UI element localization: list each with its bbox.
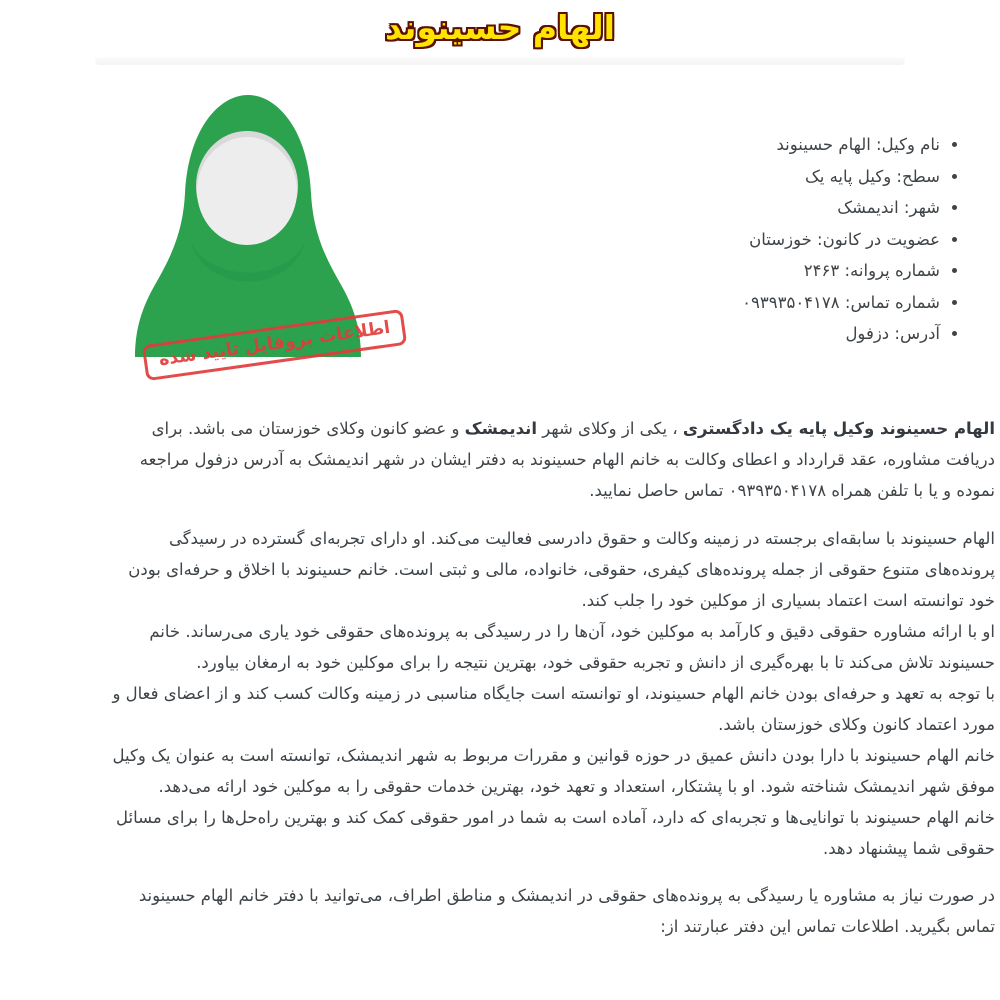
body-paragraph-3: با توجه به تعهد و حرفه‌ای بودن خانم الهام حسینوند، او توانسته است جایگاه مناسبی در زمینه وکالت کسب کند و از اعضای فعال و مورد اعتماد کانون وکلای خوزستان باشد.	[112, 684, 995, 734]
lead-mid-text: ، یکی از وکلای شهر	[537, 419, 683, 438]
detail-item-phone: • شماره تماس: ۰۹۳۹۳۵۰۴۱۷۸	[742, 287, 940, 319]
page-title: الهام حسینوند	[384, 8, 615, 47]
body-paragraph-4: خانم الهام حسینوند با دارا بودن دانش عمیق در حوزه قوانین و مقررات مربوط به شهر اندیمشک، توانسته است به عنوان یک وکیل موفق شهر اندیمشک شناخته شود. او با پشتکار، استعداد و تعهد خود، بهترین خدمات حقوقی را به موکلین خود ارائه می‌دهد.	[112, 746, 995, 796]
lawyer-details-list	[742, 129, 960, 350]
hijab-avatar-icon	[132, 83, 364, 357]
detail-item-bar-membership: • عضویت در کانون: خوزستان	[742, 224, 940, 256]
article-body	[100, 413, 995, 942]
lead-paragraph	[100, 413, 995, 506]
closing-paragraph: در صورت نیاز به مشاوره یا رسیدگی به پرونده‌های حقوقی در اندیمشک و مناطق اطراف، می‌توانید با دفتر خانم الهام حسینوند تماس بگیرید. اطلاعات تماس این دفتر عبارتند از:	[138, 886, 995, 936]
detail-item-level: • سطح: وکیل پایه یک	[742, 161, 940, 193]
profile-section	[0, 65, 1000, 413]
lead-bold-name: الهام حسینوند وکیل پایه یک دادگستری	[682, 419, 995, 438]
body-paragraph-2: او با ارائه مشاوره حقوقی دقیق و کارآمد به موکلین خود، آن‌ها را در رسیدگی به پرونده‌های حقوقی خود یاری می‌رساند. خانم حسینوند تلاش می‌کند تا با بهره‌گیری از دانش و تجربه حقوقی خود، بهترین نتیجه را برای موکلین خود به ارمغان بیاورد.	[149, 622, 995, 672]
detail-item-address: • آدرس: دزفول	[742, 318, 940, 350]
detail-item-name: • نام وکیل: الهام حسینوند	[742, 129, 940, 161]
lead-rest-text: و عضو کانون وکلای خوزستان می باشد. برای دریافت مشاوره، عقد قرارداد و اعطای وکالت به خانم الهام حسینوند به دفتر ایشان در شهر اندیمشک به آدرس دزفول مراجعه نموده و یا با تلفن همراه ۰۹۳۹۳۵۰۴۱۷۸ تماس حاصل نمایید.	[139, 419, 995, 500]
lead-bold-city: اندیمشک	[464, 419, 537, 438]
page-header	[0, 0, 1000, 65]
header-divider	[95, 57, 905, 65]
detail-item-license-number: • شماره پروانه: ۲۴۶۳	[742, 255, 940, 287]
detail-item-city: • شهر: اندیمشک	[742, 192, 940, 224]
body-paragraph-5: خانم الهام حسینوند با توانایی‌ها و تجربه‌ای که دارد، آماده است به شما در امور حقوقی کمک کند و بهترین راه‌حل‌ها را برای مسائل حقوقی شما پیشنهاد دهد.	[115, 808, 995, 858]
lawyer-avatar-image	[132, 83, 364, 357]
body-paragraph-1: الهام حسینوند با سابقه‌ای برجسته در زمینه وکالت و حقوق دادرسی فعالیت می‌کند. او دارای تجربه‌ای گسترده در رسیدگی پرونده‌های متنوع حقوقی از جمله پرونده‌های کیفری، حقوقی، خانواده، مالی و ثبتی است. خانم حسینوند با اخلاق و حرفه‌ای بودن خود توانسته است اعتماد بسیاری از موکلین خود را جلب کند.	[128, 529, 995, 610]
verified-stamp: اطلاعات پروفایل تایید شده	[142, 309, 408, 381]
